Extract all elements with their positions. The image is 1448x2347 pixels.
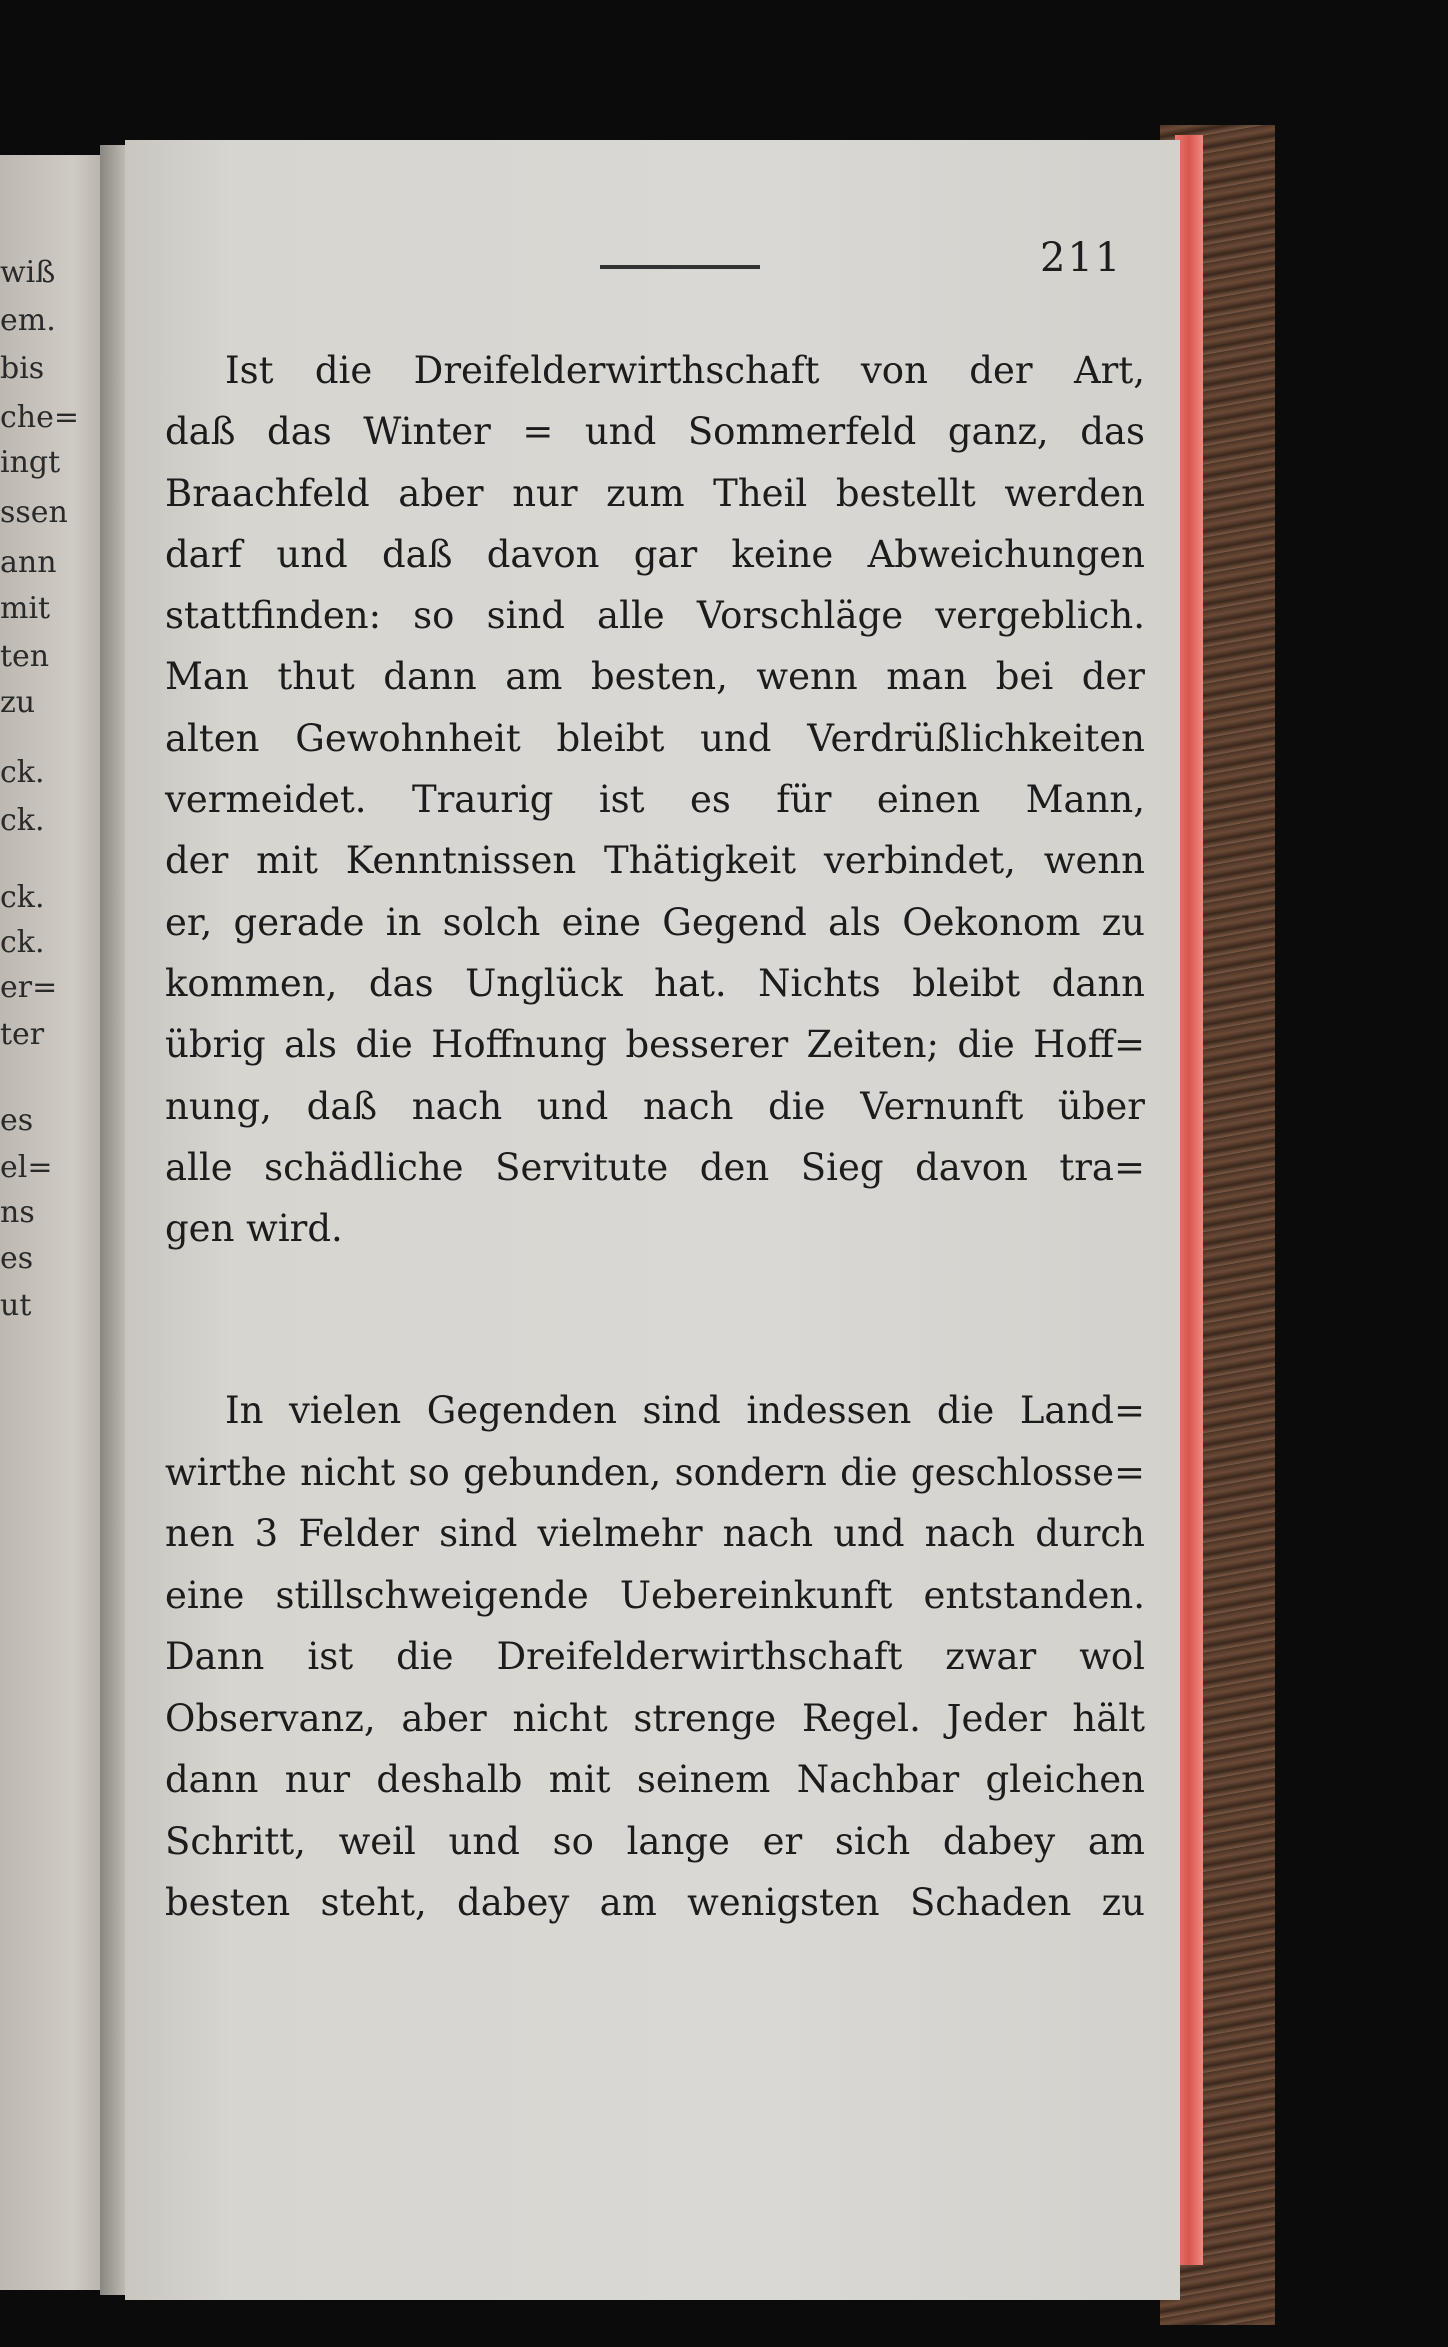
book-page — [125, 140, 1180, 2300]
text-line: Dann ist die Dreifelderwirthschaft zwar wol — [165, 1635, 1145, 1678]
header-rule — [600, 265, 760, 269]
left-page-fragment: ann — [0, 545, 57, 580]
text-line: nung, daß nach und nach die Vernunft über — [165, 1084, 1145, 1128]
left-page-fragment: che= — [0, 400, 80, 435]
left-page-fragment: ter — [0, 1017, 45, 1052]
text-line: In vielen Gegenden sind indessen die Land= — [225, 1389, 1145, 1432]
left-page-fragment: el= — [0, 1150, 53, 1185]
text-line: alle schädliche Servitute den Sieg davon tra= — [165, 1145, 1145, 1189]
text-line: besten steht, dabey am wenigsten Schaden zu — [165, 1881, 1145, 1924]
text-line: darf und daß davon gar keine Abweichungen — [165, 532, 1145, 576]
text-line: Observanz, aber nicht strenge Regel. Jeder hält — [165, 1696, 1145, 1740]
text-line: stattfinden: so sind alle Vorschläge vergeblich. — [165, 594, 1145, 638]
left-page-fragment: es — [0, 1241, 34, 1276]
text-line: Man thut dann am besten, wenn man bei der — [165, 655, 1145, 699]
text-line: kommen, das Unglück hat. Nichts bleibt dann — [165, 961, 1145, 1005]
left-page-fragment: zu — [0, 685, 36, 720]
left-page-fragment: ten — [0, 639, 50, 674]
text-line: vermeidet. Traurig ist es für einen Mann, — [165, 778, 1145, 822]
left-page-fragment: em. — [0, 303, 56, 338]
left-page-fragment: wiß — [0, 255, 56, 290]
text-line: übrig als die Hoffnung besserer Zeiten; die Hoff= — [165, 1023, 1145, 1067]
left-page-fragment: ns — [0, 1195, 35, 1230]
left-page-fragment: ck. — [0, 803, 45, 838]
text-line: alten Gewohnheit bleibt und Verdrüßlichkeiten — [165, 716, 1145, 760]
text-line: wirthe nicht so gebunden, sondern die geschlosse= — [165, 1450, 1145, 1494]
text-line: dann nur deshalb mit seinem Nachbar gleichen — [165, 1758, 1145, 1801]
left-page-fragment: ck. — [0, 880, 45, 915]
left-page-fragment: er= — [0, 970, 58, 1005]
page-number: 211 — [1040, 235, 1123, 281]
left-page-fragment: ssen — [0, 495, 68, 530]
left-page-fragment: mit — [0, 591, 51, 626]
text-line: Schritt, weil und so lange er sich dabey am — [165, 1819, 1145, 1863]
left-page-fragment: ck. — [0, 755, 45, 790]
text-line: er, gerade in solch eine Gegend als Oekonom zu — [165, 900, 1145, 944]
text-line: nen 3 Felder sind vielmehr nach und nach durch — [165, 1512, 1145, 1555]
text-line: Braachfeld aber nur zum Theil bestellt werden — [165, 471, 1145, 515]
page-header — [475, 235, 1123, 295]
text-line: der mit Kenntnissen Thätigkeit verbindet, wenn — [165, 839, 1145, 883]
left-page-fragment: es — [0, 1103, 34, 1138]
paragraph-2 — [165, 1380, 1145, 1934]
text-line: daß das Winter = und Sommerfeld ganz, das — [165, 410, 1145, 454]
left-page-fragment: ut — [0, 1288, 32, 1323]
text-line: eine stillschweigende Uebereinkunft entstanden. — [165, 1573, 1145, 1617]
left-page-fragment: bis — [0, 351, 45, 386]
left-page-fragment: ck. — [0, 925, 45, 960]
left-page-fragment: ingt — [0, 445, 61, 480]
text-line: Ist die Dreifelderwirthschaft von der Art, — [225, 349, 1145, 392]
left-page — [0, 155, 104, 2290]
paragraph-1 — [165, 340, 1145, 1259]
text-line: gen wird. — [165, 1207, 343, 1251]
